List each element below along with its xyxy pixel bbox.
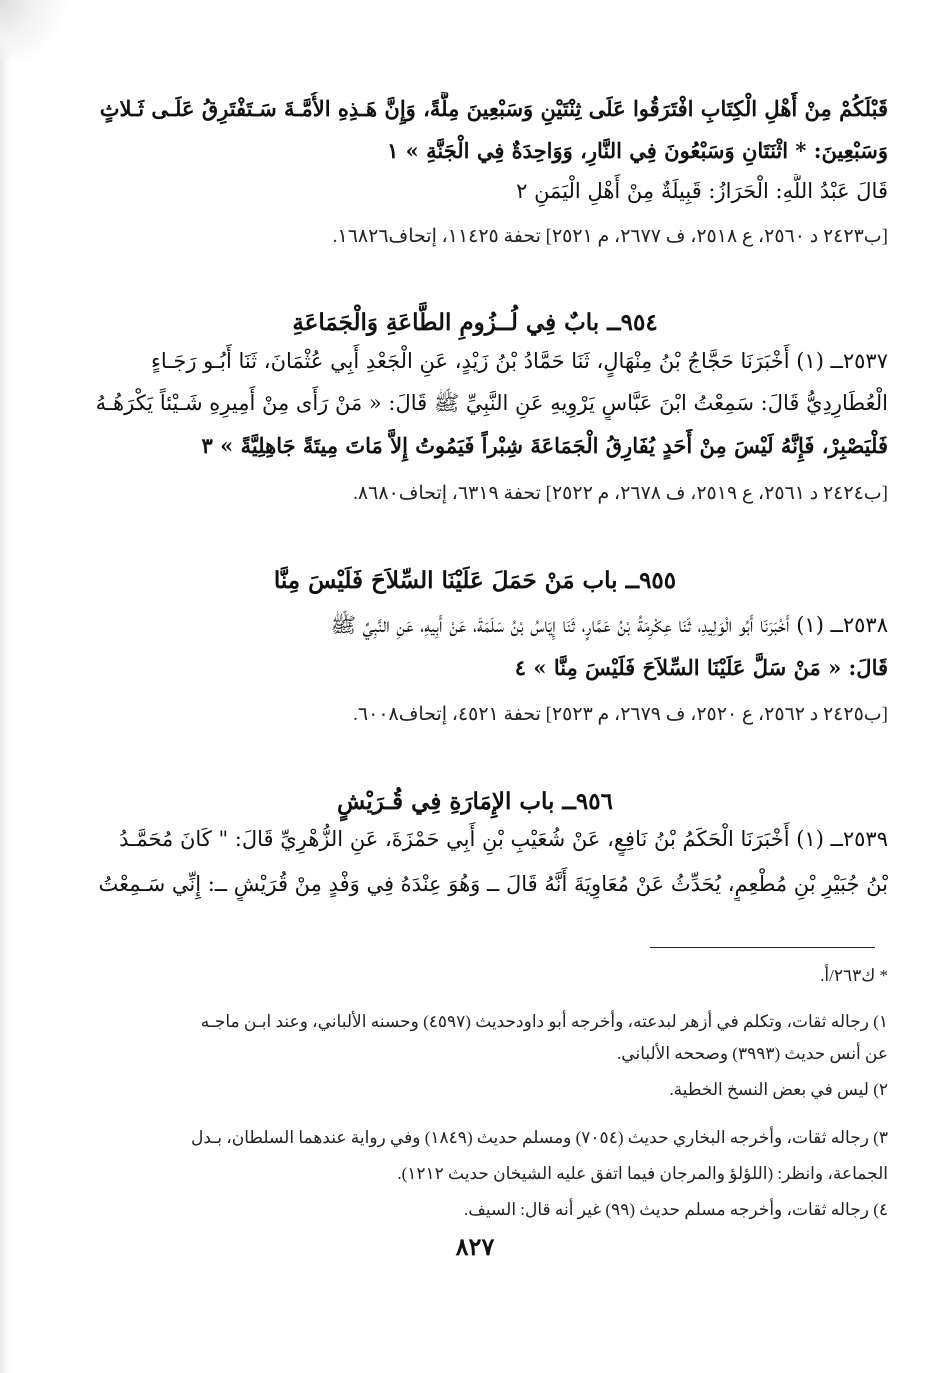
text-line: قَالَ عَبْدُ اللَّهِ: الْحَرَازُ: قَبِيلَةٌ مِنْ أَهْلِ الْيَمَنِ ٢ bbox=[516, 179, 888, 203]
reference-line: [ب٢٤٢٥ د ٢٥٦٢، ع ٢٥٢٠، ف ٢٦٧٩، م ٢٥٢٣] تحفة ٤٥٢١، إتحاف٦٠٠٨. bbox=[353, 704, 888, 725]
footnote-marker: * ك٢٦٣/أ. bbox=[820, 966, 888, 985]
chapter-heading: ٩٥٦ــ باب الإِمَارَةِ فِي قُـرَيْشٍ bbox=[337, 788, 613, 815]
footnote-line: عن أنس حديث (٣٩٩٣) وصححه الألباني. bbox=[617, 1044, 888, 1063]
footnote-line: ١) رجاله ثقات، وتكلم في أزهر لبدعته، وأخرجه أبو داودحديث (٤٥٩٧) وحسنه الألباني، وعند ابـن ماجـه bbox=[200, 1012, 888, 1031]
text-line: فَلْيَصْبِرْ، فَإِنَّهُ لَيْسَ مِنْ أَحَدٍ يُفَارِقُ الْجَمَاعَةَ شِبْراً فَيَمُوتُ إِلاَّ مَاتَ مِيتَةً جَاهِلِيَّةً » ٣ bbox=[201, 433, 888, 458]
text-line: ٢٥٣٨ــ (١) أَخْبَرَنَا أَبُو الْوَلِيدِ، ثَنَا عِكْرِمَةُ بْنُ عَمَّارٍ، ثَنَا إِيَاسُ بْنُ سَلَمَةَ، عَنْ أَبِيهِ، عَنِ النَّبِيِّ ﷺ bbox=[330, 613, 888, 637]
chapter-heading: ٩٥٥ــ باب مَنْ حَمَلَ عَلَيْنَا السِّلاَحَ فَلَيْسَ مِنَّا bbox=[273, 567, 677, 594]
text-line: قَبْلَكُمْ مِنْ أَهْلِ الْكِتَابِ افْتَرَقُوا عَلَى ثِنْتَيْنِ وَسَبْعِينَ مِلَّةً، وَإِنَّ هَـذِهِ الأُمَّـةَ سَـتَفْتَرِقُ عَلَـى ثَـلاثٍ bbox=[99, 96, 888, 121]
page-number: ٨٢٧ bbox=[455, 1235, 495, 1261]
text-line: ٢٥٣٧ــ (١) أَخْبَرَنَا حَجَّاجُ بْنُ مِنْهَالٍ، ثَنَا حَمَّادُ بْنُ زَيْدٍ، عَنِ الْجَعْدِ أَبِي عُثْمَانَ، ثَنَا أَبُـو رَجَـاءٍ bbox=[150, 349, 888, 373]
text-line: الْعُطَارِدِيُّ قَالَ: سَمِعْتُ ابْنَ عَبَّاسٍ يَرْوِيهِ عَنِ النَّبِيِّ ﷺ قَالَ: « مَنْ رَأَى مِنْ أَمِيرِهِ شَـيْئاً يَكْرَهُـهُ bbox=[95, 391, 888, 415]
text-line: بْنُ جُبَيْرِ بْنِ مُطْعِمٍ، يُحَدِّثُ عَنْ مُعَاوِيَةَ أَنَّهُ قَالَ ــ وَهُوَ عِنْدَهُ فِي وَفْدٍ مِنْ قُرَيْشٍ ــ: إِنِّي سَـمِعْتُ bbox=[98, 872, 888, 896]
footnote-divider bbox=[650, 947, 875, 948]
scan-shadow-edge bbox=[0, 0, 10, 1373]
footnote-line: ٣) رجاله ثقات، وأخرجه البخاري حديث (٧٠٥٤) ومسلم حديث (١٨٤٩) وفي رواية عندهما السلطان، بـدل bbox=[191, 1128, 888, 1147]
footnote-line: ٢) ليس في بعض النسخ الخطية. bbox=[669, 1080, 888, 1099]
text-line: ٢٥٣٩ــ (١) أَخْبَرَنَا الْحَكَمُ بْنُ نَافِعٍ، عَنْ شُعَيْبِ بْنِ أَبِي حَمْزَةَ، عَنِ الزُّهْرِيِّ قَالَ: " كَانَ مُحَمَّـدُ bbox=[119, 827, 888, 851]
footnote-line: الجماعة، وانظر: (اللؤلؤ والمرجان فيما اتفق عليه الشيخان حديث ١٢١٢). bbox=[397, 1164, 888, 1183]
reference-line: [ب٢٤٢٤ د ٢٥٦١، ع ٢٥١٩، ف ٢٦٧٨، م ٢٥٢٢] تحفة ٦٣١٩، إتحاف٨٦٨٠. bbox=[353, 483, 888, 504]
text-line: قَالَ: « مَنْ سَلَّ عَلَيْنَا السِّلاَحَ فَلَيْسَ مِنَّا » ٤ bbox=[514, 655, 888, 680]
reference-line: [ب٢٤٢٣ د ٢٥٦٠، ع ٢٥١٨، ف ٢٦٧٧، م ٢٥٢١] تحفة ١١٤٢٥، إتحاف١٦٨٢٦. bbox=[332, 226, 888, 247]
chapter-heading: ٩٥٤ــ بابٌ فِي لُــزُومِ الطَّاعَةِ وَالْجَمَاعَةِ bbox=[292, 309, 658, 336]
scan-shadow-corner bbox=[0, 0, 70, 60]
footnote-line: ٤) رجاله ثقات، وأخرجه مسلم حديث (٩٩) غير أنه قال: السيف. bbox=[464, 1200, 888, 1219]
text-line: وَسَبْعِينَ: * اثْنَتَانِ وَسَبْعُونَ فِي النَّارِ، وَوَاحِدَةٌ فِي الْجَنَّةِ » ١ bbox=[387, 138, 888, 163]
